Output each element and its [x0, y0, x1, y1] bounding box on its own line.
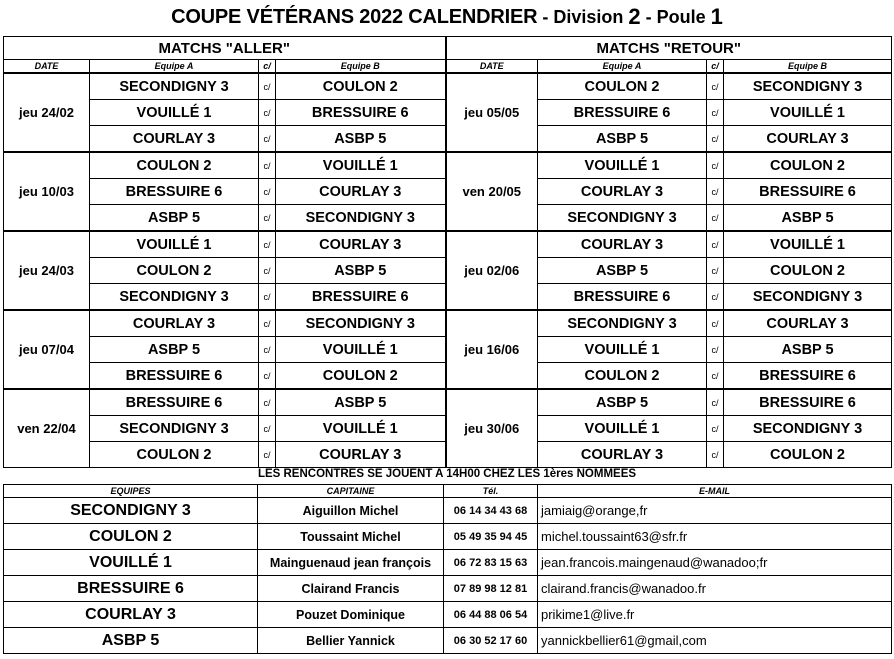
retour-team-a: COURLAY 3 — [538, 442, 707, 468]
vs-label: c/ — [259, 416, 276, 442]
aller-team-a: VOUILLÉ 1 — [90, 100, 259, 126]
team-row — [4, 628, 892, 654]
retour-date: jeu 16/06 — [446, 310, 538, 389]
email-address: jamiaig@orange,fr — [538, 498, 892, 524]
retour-team-a: COURLAY 3 — [538, 231, 707, 258]
vs-label: c/ — [707, 73, 724, 100]
retour-team-b: COULON 2 — [724, 442, 892, 468]
aller-team-b: ASBP 5 — [276, 258, 446, 284]
col-date-retour: DATE — [446, 60, 538, 74]
aller-team-a: BRESSUIRE 6 — [90, 389, 259, 416]
phone-number: 06 72 83 15 63 — [444, 550, 538, 576]
vs-label: c/ — [707, 442, 724, 468]
vs-label: c/ — [259, 205, 276, 232]
match-row — [4, 389, 892, 416]
retour-team-a: SECONDIGNY 3 — [538, 310, 707, 337]
schedule-table — [3, 36, 892, 468]
email-address: clairand.francis@wanadoo.fr — [538, 576, 892, 602]
retour-team-a: COULON 2 — [538, 73, 707, 100]
aller-team-a: BRESSUIRE 6 — [90, 363, 259, 390]
retour-date: jeu 02/06 — [446, 231, 538, 310]
match-row — [4, 231, 892, 258]
aller-date: jeu 10/03 — [4, 152, 90, 231]
retour-team-b: SECONDIGNY 3 — [724, 73, 892, 100]
title-main: COUPE VÉTÉRANS 2022 CALENDRIER — [171, 5, 538, 28]
vs-label: c/ — [259, 284, 276, 311]
aller-team-b: VOUILLÉ 1 — [276, 337, 446, 363]
retour-team-b: BRESSUIRE 6 — [724, 363, 892, 390]
email-address: yannickbellier61@gmail,com — [538, 628, 892, 654]
retour-team-b: ASBP 5 — [724, 337, 892, 363]
retour-team-a: COULON 2 — [538, 363, 707, 390]
captain-name: Aiguillon Michel — [258, 498, 444, 524]
team-name: BRESSUIRE 6 — [4, 576, 258, 602]
col-date-aller: DATE — [4, 60, 90, 74]
info-line: LES RENCONTRES SE JOUENT A 14H00 CHEZ LES 1ères NOMMEES — [257, 468, 637, 480]
retour-team-a: ASBP 5 — [538, 258, 707, 284]
team-row — [4, 602, 892, 628]
aller-team-a: COULON 2 — [90, 152, 259, 179]
phone-number: 06 44 88 06 54 — [444, 602, 538, 628]
retour-team-a: VOUILLÉ 1 — [538, 416, 707, 442]
aller-team-b: COURLAY 3 — [276, 231, 446, 258]
aller-team-b: SECONDIGNY 3 — [276, 310, 446, 337]
retour-team-b: COULON 2 — [724, 152, 892, 179]
col-team-b-retour: Equipe B — [724, 60, 892, 74]
team-row — [4, 550, 892, 576]
retour-team-a: COURLAY 3 — [538, 179, 707, 205]
retour-team-b: VOUILLÉ 1 — [724, 100, 892, 126]
team-name: ASBP 5 — [4, 628, 258, 654]
retour-team-a: VOUILLÉ 1 — [538, 152, 707, 179]
retour-team-b: VOUILLÉ 1 — [724, 231, 892, 258]
retour-team-a: ASBP 5 — [538, 389, 707, 416]
vs-label: c/ — [707, 310, 724, 337]
vs-label: c/ — [707, 205, 724, 232]
retour-team-a: SECONDIGNY 3 — [538, 205, 707, 232]
email-address: jean.francois.maingenaud@wanadoo;fr — [538, 550, 892, 576]
team-name: COURLAY 3 — [4, 602, 258, 628]
col-equipes: EQUIPES — [4, 485, 258, 498]
email-address: prikime1@live.fr — [538, 602, 892, 628]
retour-team-b: COULON 2 — [724, 258, 892, 284]
col-tel: Tél. — [444, 485, 538, 498]
col-vs-aller: c/ — [259, 60, 276, 74]
vs-label: c/ — [707, 152, 724, 179]
retour-team-b: BRESSUIRE 6 — [724, 179, 892, 205]
vs-label: c/ — [259, 258, 276, 284]
retour-team-b: SECONDIGNY 3 — [724, 284, 892, 311]
retour-team-a: VOUILLÉ 1 — [538, 337, 707, 363]
vs-label: c/ — [707, 416, 724, 442]
title-poule-label: - Poule — [640, 6, 711, 27]
aller-team-b: ASBP 5 — [276, 389, 446, 416]
col-capitaine: CAPITAINE — [258, 485, 444, 498]
team-name: VOUILLÉ 1 — [4, 550, 258, 576]
aller-team-b: COULON 2 — [276, 363, 446, 390]
email-address: michel.toussaint63@sfr.fr — [538, 524, 892, 550]
vs-label: c/ — [259, 389, 276, 416]
vs-label: c/ — [707, 389, 724, 416]
aller-team-a: COULON 2 — [90, 442, 259, 468]
captain-name: Bellier Yannick — [258, 628, 444, 654]
aller-date: ven 22/04 — [4, 389, 90, 468]
retour-header: MATCHS "RETOUR" — [446, 37, 892, 60]
aller-team-a: VOUILLÉ 1 — [90, 231, 259, 258]
col-vs-retour: c/ — [707, 60, 724, 74]
aller-team-b: COURLAY 3 — [276, 442, 446, 468]
retour-date: jeu 05/05 — [446, 73, 538, 152]
col-team-a-retour: Equipe A — [538, 60, 707, 74]
captain-name: Mainguenaud jean françois — [258, 550, 444, 576]
title-division-number: 2 — [628, 4, 641, 29]
vs-label: c/ — [707, 231, 724, 258]
vs-label: c/ — [259, 126, 276, 153]
retour-team-b: COURLAY 3 — [724, 310, 892, 337]
aller-date: jeu 24/02 — [4, 73, 90, 152]
vs-label: c/ — [259, 100, 276, 126]
aller-team-a: BRESSUIRE 6 — [90, 179, 259, 205]
aller-team-a: COURLAY 3 — [90, 310, 259, 337]
team-row — [4, 524, 892, 550]
vs-label: c/ — [707, 258, 724, 284]
title-division-label: - Division — [537, 6, 629, 27]
match-row — [4, 310, 892, 337]
col-team-b-aller: Equipe B — [276, 60, 446, 74]
team-row — [4, 576, 892, 602]
phone-number: 05 49 35 94 45 — [444, 524, 538, 550]
aller-date: jeu 07/04 — [4, 310, 90, 389]
aller-team-a: ASBP 5 — [90, 337, 259, 363]
retour-team-b: ASBP 5 — [724, 205, 892, 232]
vs-label: c/ — [259, 179, 276, 205]
aller-team-a: ASBP 5 — [90, 205, 259, 232]
aller-header: MATCHS "ALLER" — [4, 37, 446, 60]
vs-label: c/ — [259, 337, 276, 363]
vs-label: c/ — [259, 310, 276, 337]
page-title — [0, 0, 894, 34]
aller-team-b: BRESSUIRE 6 — [276, 100, 446, 126]
team-name: SECONDIGNY 3 — [4, 498, 258, 524]
vs-label: c/ — [707, 100, 724, 126]
aller-date: jeu 24/03 — [4, 231, 90, 310]
captain-name: Toussaint Michel — [258, 524, 444, 550]
aller-team-b: ASBP 5 — [276, 126, 446, 153]
retour-team-a: ASBP 5 — [538, 126, 707, 153]
vs-label: c/ — [259, 231, 276, 258]
aller-team-b: BRESSUIRE 6 — [276, 284, 446, 311]
retour-team-b: SECONDIGNY 3 — [724, 416, 892, 442]
team-name: COULON 2 — [4, 524, 258, 550]
vs-label: c/ — [259, 152, 276, 179]
aller-team-a: SECONDIGNY 3 — [90, 73, 259, 100]
retour-team-a: BRESSUIRE 6 — [538, 100, 707, 126]
match-row — [4, 152, 892, 179]
match-row — [4, 73, 892, 100]
aller-team-b: COULON 2 — [276, 73, 446, 100]
vs-label: c/ — [259, 73, 276, 100]
phone-number: 06 14 34 43 68 — [444, 498, 538, 524]
title-poule-number: 1 — [710, 4, 723, 29]
aller-team-a: COURLAY 3 — [90, 126, 259, 153]
retour-date: ven 20/05 — [446, 152, 538, 231]
vs-label: c/ — [259, 363, 276, 390]
retour-team-a: BRESSUIRE 6 — [538, 284, 707, 311]
phone-number: 06 30 52 17 60 — [444, 628, 538, 654]
retour-team-b: BRESSUIRE 6 — [724, 389, 892, 416]
aller-team-a: SECONDIGNY 3 — [90, 416, 259, 442]
team-row — [4, 498, 892, 524]
aller-team-b: COURLAY 3 — [276, 179, 446, 205]
captain-name: Clairand Francis — [258, 576, 444, 602]
vs-label: c/ — [707, 337, 724, 363]
vs-label: c/ — [707, 126, 724, 153]
vs-label: c/ — [707, 363, 724, 390]
teams-table — [3, 484, 892, 654]
captain-name: Pouzet Dominique — [258, 602, 444, 628]
vs-label: c/ — [707, 179, 724, 205]
aller-team-b: VOUILLÉ 1 — [276, 152, 446, 179]
vs-label: c/ — [259, 442, 276, 468]
aller-team-b: VOUILLÉ 1 — [276, 416, 446, 442]
col-email: E-MAIL — [538, 485, 892, 498]
aller-team-a: COULON 2 — [90, 258, 259, 284]
col-team-a-aller: Equipe A — [90, 60, 259, 74]
retour-date: jeu 30/06 — [446, 389, 538, 468]
aller-team-a: SECONDIGNY 3 — [90, 284, 259, 311]
aller-team-b: SECONDIGNY 3 — [276, 205, 446, 232]
phone-number: 07 89 98 12 81 — [444, 576, 538, 602]
retour-team-b: COURLAY 3 — [724, 126, 892, 153]
vs-label: c/ — [707, 284, 724, 311]
